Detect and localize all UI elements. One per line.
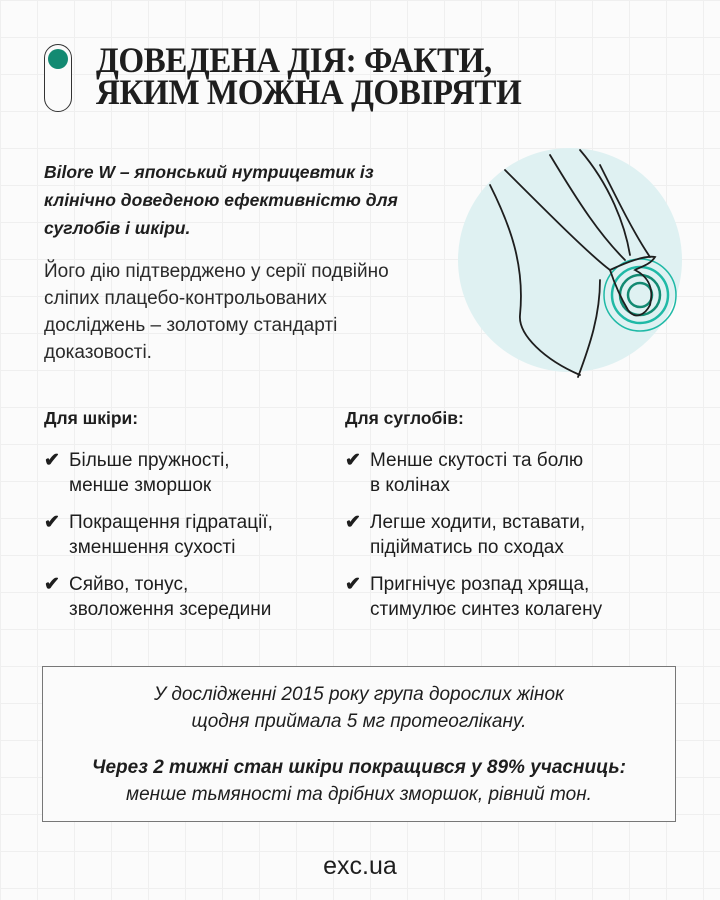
- list-item: [345, 510, 675, 560]
- check-icon: ✔: [44, 512, 60, 533]
- intro-text: Bilore W – японський нутрицевтик із клінічно доведеною ефективністю для суглобів і шкіри.: [44, 162, 398, 238]
- pill-dot: [48, 49, 68, 69]
- item-line: зволоження зсередини: [69, 599, 272, 620]
- item-line: Покращення гідратації,: [69, 512, 273, 533]
- item-line: Пригнічує розпад хряща,: [370, 574, 590, 595]
- study-result: Через 2 тижні стан шкіри покращився у 89% учасниць:: [92, 757, 626, 778]
- item-line: підійматись по сходах: [370, 537, 564, 558]
- study-line: У дослідженні 2015 року група дорослих жінок: [153, 684, 565, 705]
- title-line: ДОВЕДЕНА ДІЯ: ФАКТИ,: [96, 40, 492, 80]
- pill-icon: [44, 44, 72, 112]
- title-line: ЯКИМ МОЖНА ДОВІРЯТИ: [96, 72, 522, 112]
- check-icon: ✔: [345, 512, 361, 533]
- item-line: стимулює синтез колагену: [370, 599, 603, 620]
- check-icon: ✔: [345, 574, 361, 595]
- list-item: [44, 510, 334, 560]
- list-item: [345, 448, 675, 498]
- list-item: [345, 572, 675, 622]
- item-line: в колінах: [370, 475, 450, 496]
- study-line: менше тьмяності та дрібних зморшок, рівний тон.: [126, 784, 592, 805]
- item-line: зменшення сухості: [69, 537, 236, 558]
- list-item: [44, 448, 334, 498]
- item-line: Сяйво, тонус,: [69, 574, 189, 595]
- check-icon: ✔: [345, 450, 361, 471]
- item-line: Більше пружності,: [69, 450, 230, 471]
- footer-site: exc.ua: [323, 852, 397, 880]
- skin-heading: Для шкіри:: [44, 408, 139, 428]
- check-icon: ✔: [44, 450, 60, 471]
- check-icon: ✔: [44, 574, 60, 595]
- item-line: Менше скутості та болю: [370, 450, 584, 471]
- page-title: [96, 40, 522, 112]
- skin-list: [44, 448, 334, 634]
- paragraph: Його дію підтверджено у серії подвійно сліпих плацебо-контрольованих досліджень – золотому стандарті доказовості.: [44, 261, 389, 363]
- knee-illustration: [450, 145, 690, 385]
- item-line: Легше ходити, вставати,: [370, 512, 586, 533]
- joints-heading: Для суглобів:: [345, 408, 464, 428]
- list-item: [44, 572, 334, 622]
- joints-list: [345, 448, 675, 634]
- study-line: щодня приймала 5 мг протеоглікану.: [191, 711, 527, 732]
- study-box: [42, 666, 676, 822]
- item-line: менше зморшок: [69, 475, 212, 496]
